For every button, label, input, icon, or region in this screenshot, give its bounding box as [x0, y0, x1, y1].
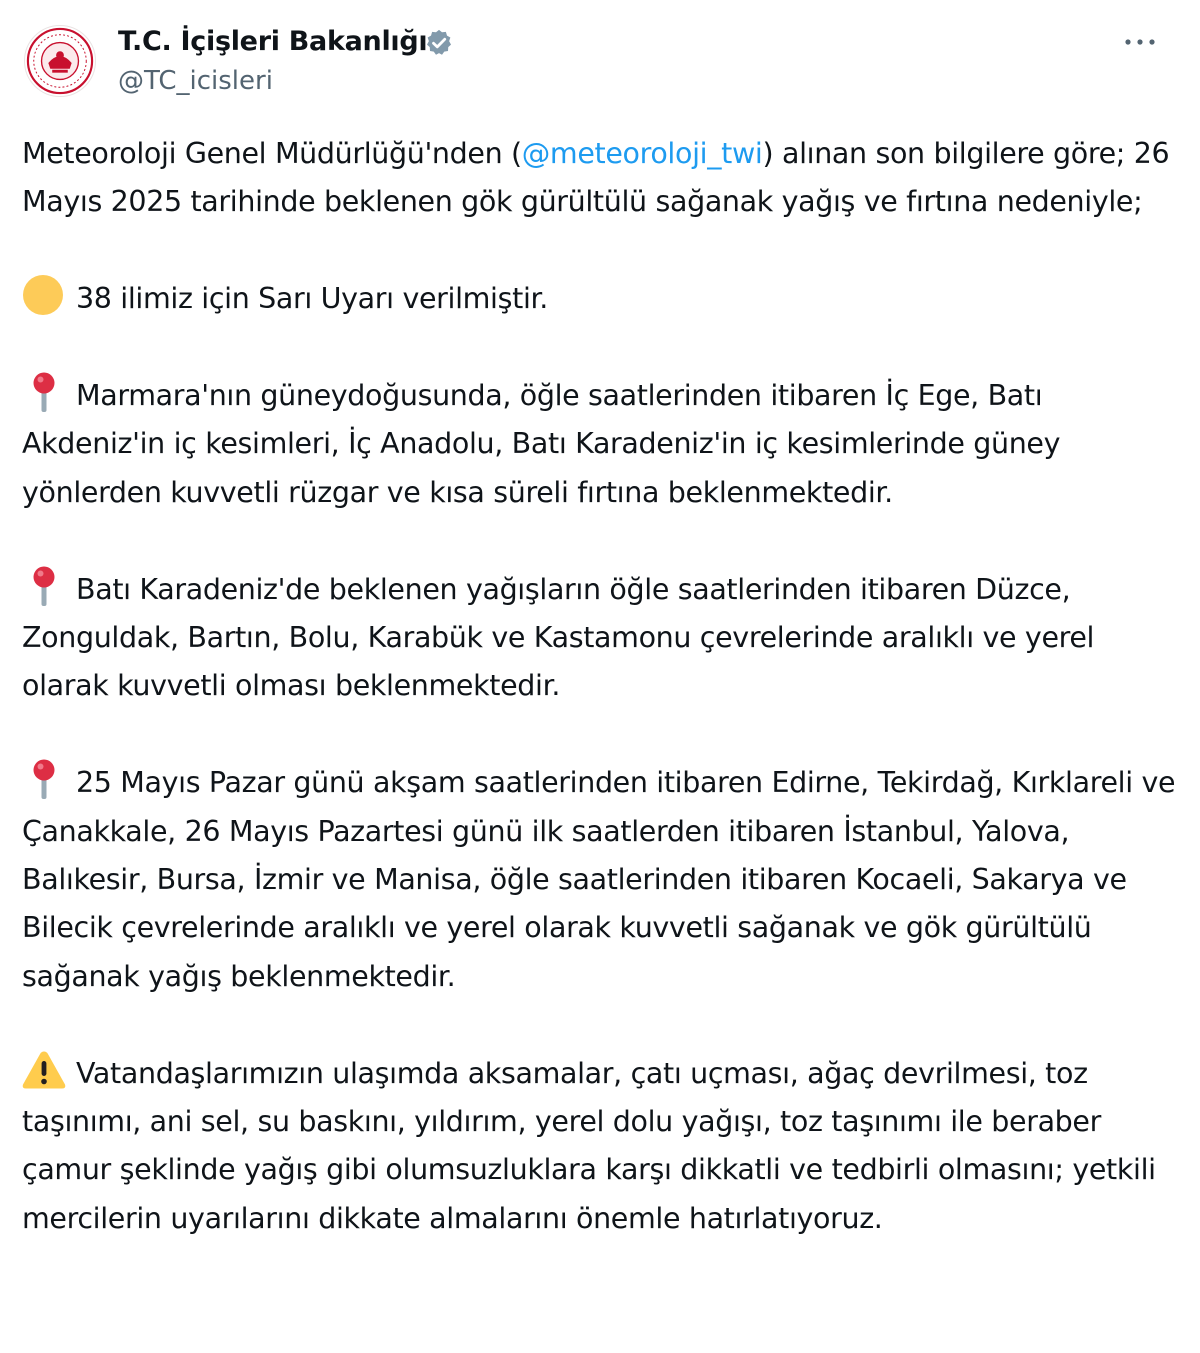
point-text-2: Batı Karadeniz'de beklenen yağışların öğle saatlerinden itibaren Düzce, Zonguldak, Bartın, Bolu, Karabük ve Kastamonu çevrelerinde aralıklı ve yerel olarak kuvvetli olması beklenmektedir.: [22, 572, 1095, 703]
avatar[interactable]: [24, 25, 96, 97]
point-paragraph-3: [22, 759, 1182, 1001]
point-text-3: 25 Mayıs Pazar günü akşam saatlerinden itibaren Edirne, Tekirdağ, Kırklareli ve Çanakkale, 26 Mayıs Pazartesi günü ilk saatlerden itibaren İstanbul, Yalova, Balıkesir, Bursa, İzmir ve Manisa, öğle saatlerinden itibaren Kocaeli, Sakarya ve Bilecik çevrelerinde aralıklı ve yerel olarak kuvvetli sağanak ve gök gürültülü sağanak yağış beklenmektedir.: [22, 766, 1176, 993]
intro-text-after: ) alınan son bilgilere göre; 26 Mayıs 2025 tarihinde beklenen gök gürültülü sağanak yağış ve fırtına nedeniyle;: [22, 137, 1170, 219]
warning-sign-icon: [22, 1050, 66, 1090]
more-options-button[interactable]: [1116, 28, 1164, 56]
intro-text-before: Meteoroloji Genel Müdürlüğü'nden (: [22, 137, 522, 170]
more-options-icon: [1116, 28, 1164, 56]
intro-paragraph: [22, 130, 1182, 227]
point-text-1: Marmara'nın güneydoğusunda, öğle saatlerinden itibaren İç Ege, Batı Akdeniz'in iç kesimleri, İç Anadolu, Batı Karadeniz'in iç kesimlerinde güney yönlerden kuvvetli rüzgar ve kısa süreli fırtına beklenmektedir.: [22, 379, 1061, 509]
round-pushpin-icon: [22, 372, 66, 412]
point-paragraph-1: [22, 372, 1182, 517]
display-name[interactable]: T.C. İçişleri Bakanlığı: [118, 26, 428, 57]
yellow-alert-paragraph: [22, 275, 1182, 323]
account-handle[interactable]: @TC_icisleri: [118, 66, 273, 96]
verified-badge-icon: [424, 28, 454, 58]
round-pushpin-icon: [22, 759, 66, 799]
tweet-text: [22, 130, 1182, 1243]
warning-text: Vatandaşlarımızın ulaşımda aksamalar, çatı uçması, ağaç devrilmesi, toz taşınımı, ani sel, su baskını, yıldırım, yerel dolu yağışı, toz taşınımı ile beraber çamur şeklinde yağış gibi olumsuzluklara karşı dikkatli ve tedbirli olmasını; yetkili mercilerin uyarılarını dikkate almalarını önemle hatırlatıyoruz.: [22, 1056, 1156, 1235]
yellow-alert-text: 38 ilimiz için Sarı Uyarı verilmiştir.: [76, 282, 548, 316]
round-pushpin-icon: [22, 566, 66, 606]
yellow-circle-icon: [22, 275, 66, 315]
point-paragraph-2: [22, 566, 1182, 711]
mention-link[interactable]: @meteoroloji_twi: [521, 137, 763, 170]
ministry-seal-icon: [25, 26, 95, 96]
tweet-header: [0, 0, 1200, 110]
warning-paragraph: [22, 1050, 1182, 1244]
